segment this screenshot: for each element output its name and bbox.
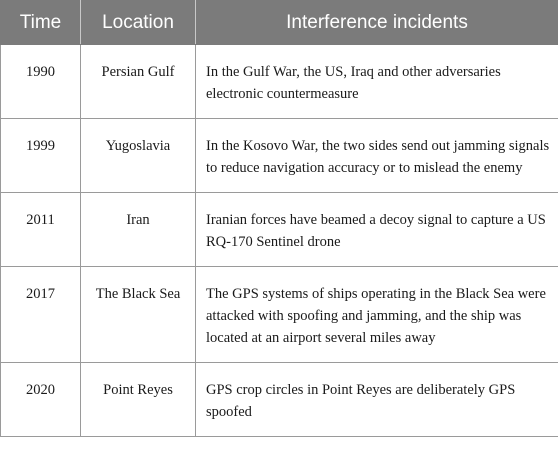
cell-location: Iran [81, 193, 196, 267]
table-row [1, 193, 558, 267]
cell-location: Point Reyes [81, 363, 196, 437]
table-body [1, 45, 558, 437]
cell-incident: In the Gulf War, the US, Iraq and other adversaries electronic countermeasure [196, 45, 558, 119]
table-row [1, 45, 558, 119]
column-header-incidents: Interference incidents [196, 1, 558, 45]
header-row [1, 1, 558, 45]
cell-incident: GPS crop circles in Point Reyes are deliberately GPS spoofed [196, 363, 558, 437]
table-row [1, 363, 558, 437]
table-header [1, 1, 558, 45]
cell-time: 2020 [1, 363, 81, 437]
cell-incident: In the Kosovo War, the two sides send out jamming signals to reduce navigation accuracy or to mislead the enemy [196, 119, 558, 193]
cell-time: 1999 [1, 119, 81, 193]
cell-incident: Iranian forces have beamed a decoy signal to capture a US RQ-170 Sentinel drone [196, 193, 558, 267]
cell-time: 2017 [1, 267, 81, 363]
cell-incident: The GPS systems of ships operating in the Black Sea were attacked with spoofing and jamming, and the ship was located at an airport several miles away [196, 267, 558, 363]
column-header-location: Location [81, 1, 196, 45]
cell-location: The Black Sea [81, 267, 196, 363]
cell-time: 1990 [1, 45, 81, 119]
column-header-time: Time [1, 1, 81, 45]
cell-location: Yugoslavia [81, 119, 196, 193]
table-row [1, 119, 558, 193]
table-row [1, 267, 558, 363]
cell-time: 2011 [1, 193, 81, 267]
cell-location: Persian Gulf [81, 45, 196, 119]
